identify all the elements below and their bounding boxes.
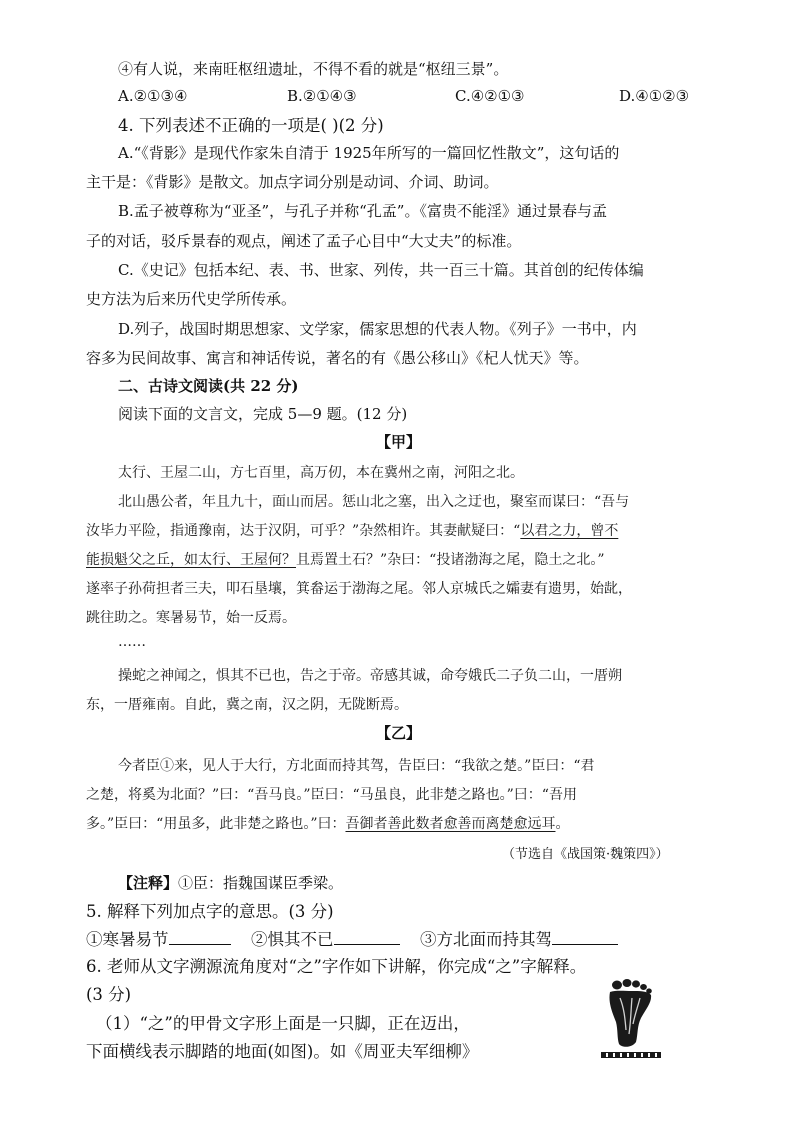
q5-item-3: ③方北面而持其驾	[420, 930, 552, 949]
jia-paragraph-2-line1: 北山愚公者，年且九十，面山而居。惩山北之塞，出入之迂也，聚室而谋曰：“吾与	[118, 494, 630, 510]
q4-option-d-line2: 容多为民间故事、寓言和神话传说，著名的有《愚公移山》《杞人忧天》等。	[86, 349, 589, 367]
q6-part1-line2: 下面横线表示脚踏的地面(如图)。如《周亚夫军细柳》	[86, 1042, 479, 1061]
underlined-sentence-part2: 能损魁父之丘，如太行、王屋何？	[86, 552, 296, 568]
underlined-sentence-yi: 吾御者善此数者愈善而离楚愈远耳	[345, 816, 556, 832]
q4-option-b-line1: B.孟子被尊称为“亚圣”，与孔子并称“孔孟”。《富贵不能淫》通过景春与孟	[118, 202, 607, 220]
q4-option-a-line1: A.“《背影》是现代作家朱自清于 1925年所写的一篇回忆性散文”，这句话的	[118, 144, 620, 162]
section-intro: 阅读下面的文言文，完成 5—9 题。(12 分)	[118, 405, 408, 423]
jia-paragraph-3-line2: 东，一厝雍南。自此，冀之南，汉之阴，无陇断焉。	[86, 697, 408, 713]
jia-paragraph-2-line3: 能损魁父之丘，如太行、王屋何？且焉置土石？”杂曰：“投诸渤海之尾，隐土之北。”	[86, 552, 605, 568]
oracle-bone-zhi-foot-icon	[598, 978, 664, 1060]
q4-option-c-line2: 史方法为后来历代史学所传承。	[86, 290, 297, 308]
jia-paragraph-2-line5: 跳往助之。寒暑易节，始一反焉。	[86, 610, 296, 626]
q5-answer-blank-2[interactable]	[334, 930, 400, 945]
q6-part1-line1: （1）“之”的甲骨文字形上面是一只脚，正在迈出，	[96, 1014, 470, 1033]
q3-option-a: A.②①③④	[118, 87, 188, 105]
yi-source: （节选自《战国策·魏策四》）	[502, 847, 669, 862]
yi-line3: 多。”臣曰：“用虽多，此非楚之路也。”曰：吾御者善此数者愈善而离楚愈远耳。	[86, 816, 570, 832]
q5-items	[86, 926, 618, 950]
q4-stem: 4. 下列表述不正确的一项是( )(2 分)	[118, 116, 384, 135]
note-label: 【注释】	[118, 874, 179, 892]
jia-paragraph-3-line1: 操蛇之神闻之，惧其不已也，告之于帝。帝感其诚，命夸娥氏二子负二山，一厝朔	[118, 668, 622, 684]
note	[118, 872, 343, 893]
passage-jia-title: 【甲】	[376, 433, 422, 451]
q3-statement-4: ④有人说，来南旺枢纽遗址，不得不看的就是“枢纽三景”。	[118, 60, 509, 78]
q3-option-c: C.④②①③	[455, 87, 525, 105]
jia-paragraph-1: 太行、王屋二山，方七百里，高万仞，本在冀州之南，河阳之北。	[118, 465, 524, 481]
yi-line2: 之楚，将奚为北面？”曰：“吾马良。”臣曰：“马虽良，此非楚之路也。”曰：“吾用	[86, 787, 577, 803]
section-heading: 二、古诗文阅读(共 22 分)	[118, 377, 299, 395]
q5-stem: 5. 解释下列加点字的意思。(3 分)	[86, 902, 334, 921]
q3-option-d: D.④①②③	[619, 87, 690, 105]
q5-answer-blank-1[interactable]	[169, 930, 231, 945]
q5-answer-blank-3[interactable]	[552, 930, 618, 945]
q4-option-d-line1: D.列子，战国时期思想家、文学家，儒家思想的代表人物。《列子》一书中，内	[118, 320, 637, 338]
note-text: ①臣：指魏国谋臣季梁。	[178, 874, 344, 892]
q4-option-a-line2: 主干是：《背影》是散文。加点字词分别是动词、介词、助词。	[86, 173, 499, 191]
q5-item-1: ①寒暑易节	[86, 930, 169, 949]
jia-paragraph-2-line4: 遂率子孙荷担者三夫，叩石垦壤，箕畚运于渤海之尾。邻人京城氏之孀妻有遗男，始龀，	[86, 581, 632, 597]
jia-ellipsis: ……	[118, 634, 146, 650]
yi-line1: 今者臣①来，见人于大行，方北面而持其驾，告臣曰：“我欲之楚。”臣曰：“君	[118, 758, 595, 774]
q6-stem-line1: 6. 老师从文字溯源流角度对“之”字作如下讲解，你完成“之”字解释。	[86, 957, 587, 976]
q3-option-b: B.②①④③	[287, 87, 357, 105]
jia-paragraph-2-line2: 汝毕力平险，指通豫南，达于汉阴，可乎？”杂然相许。其妻献疑曰：“以君之力，曾不	[86, 523, 619, 539]
q4-option-b-line2: 子的对话，驳斥景春的观点，阐述了孟子心目中“大丈夫”的标准。	[86, 232, 522, 250]
q4-option-c-line1: C.《史记》包括本纪、表、书、世家、列传，共一百三十篇。其首创的纪传体编	[118, 261, 644, 279]
q6-stem-line2: (3 分)	[86, 985, 132, 1004]
underlined-sentence-part1: 以君之力，曾不	[520, 523, 619, 539]
passage-yi-title: 【乙】	[376, 724, 422, 742]
q5-item-2: ②惧其不已	[251, 930, 334, 949]
